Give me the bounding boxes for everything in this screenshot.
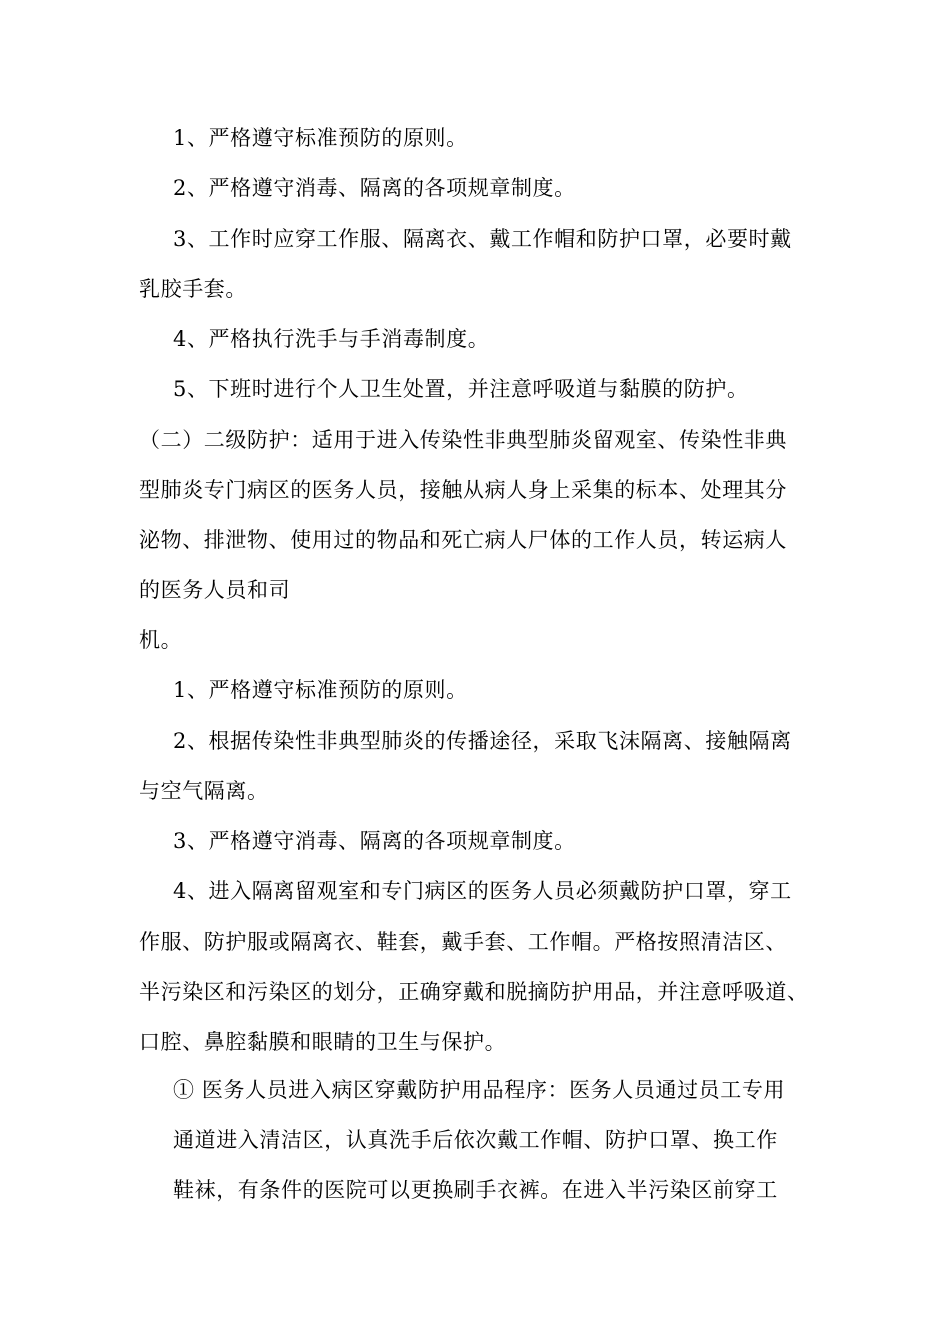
paragraph-line: 机。	[139, 628, 183, 652]
procedure-item-1-continued: 鞋袜，有条件的医院可以更换刷手衣裤。在进入半污染区前穿工	[173, 1178, 778, 1202]
list-item-level2-rule-4-continued: 口腔、鼻腔黏膜和眼睛的卫生与保护。	[139, 1030, 507, 1054]
section-heading-level2: （二）二级防护：适用于进入传染性非典型肺炎留观室、传染性非典	[139, 428, 787, 452]
list-item-level2-rule-2-continued: 与空气隔离。	[139, 779, 269, 803]
list-item-level2-rule-4: 4、进入隔离留观室和专门病区的医务人员必须戴防护口罩，穿工	[173, 879, 792, 903]
list-item-level2-rule-1: 1、严格遵守标准预防的原则。	[173, 678, 468, 702]
list-item-level2-rule-3: 3、严格遵守消毒、隔离的各项规章制度。	[173, 829, 576, 853]
list-item-level1-rule-5: 5、下班时进行个人卫生处置，并注意呼吸道与黏膜的防护。	[173, 377, 749, 401]
procedure-item-1-continued: 通道进入清洁区，认真洗手后依次戴工作帽、防护口罩、换工作	[173, 1128, 778, 1152]
list-item-level1-rule-4: 4、严格执行洗手与手消毒制度。	[173, 327, 490, 351]
list-item-level2-rule-4-continued: 半污染区和污染区的划分，正确穿戴和脱摘防护用品，并注意呼吸道、	[139, 980, 809, 1004]
procedure-item-1: ① 医务人员进入病区穿戴防护用品程序：医务人员通过员工专用	[173, 1078, 786, 1102]
list-item-level2-rule-4-continued: 作服、防护服或隔离衣、鞋套，戴手套、工作帽。严格按照清洁区、	[139, 930, 787, 954]
list-item-level1-rule-3: 3、工作时应穿工作服、隔离衣、戴工作帽和防护口罩，必要时戴	[173, 227, 792, 251]
list-item-level2-rule-2: 2、根据传染性非典型肺炎的传播途径，采取飞沫隔离、接触隔离	[173, 729, 792, 753]
paragraph-line: 泌物、排泄物、使用过的物品和死亡病人尸体的工作人员，转运病人	[139, 528, 787, 552]
list-item-level1-rule-2: 2、严格遵守消毒、隔离的各项规章制度。	[173, 176, 576, 200]
paragraph-line: 型肺炎专门病区的医务人员，接触从病人身上采集的标本、处理其分	[139, 478, 787, 502]
list-item-level1-rule-1: 1、严格遵守标准预防的原则。	[173, 126, 468, 150]
paragraph-line: 的医务人员和司	[139, 578, 291, 602]
list-item-level1-rule-3-continued: 乳胶手套。	[139, 277, 247, 301]
